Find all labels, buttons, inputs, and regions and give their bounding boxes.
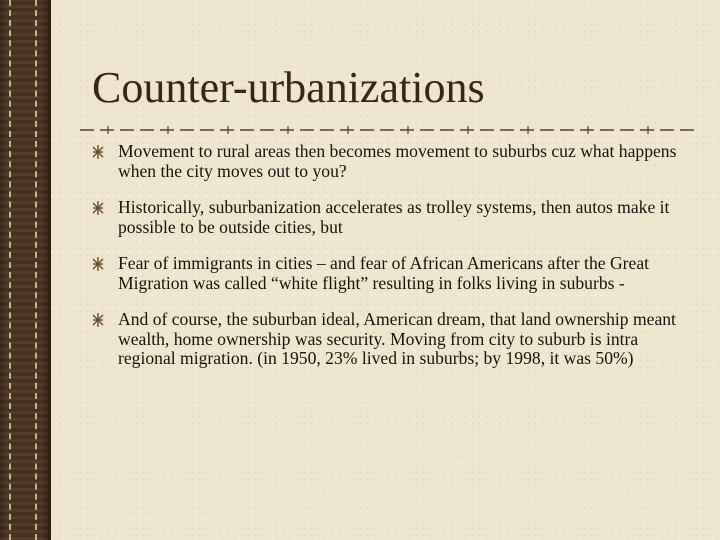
bullet-text: Historically, suburbanization accelerates as trolley systems, then autos make it possible to be outside cities, but xyxy=(118,197,670,237)
stitch-line-outer xyxy=(9,0,11,540)
slide-title: Counter-urbanizations xyxy=(92,63,485,112)
stitch-line-inner xyxy=(35,0,37,540)
bullet-text: Fear of immigrants in cities – and fear of African Americans after the Great Migration was called “white flight” resulting in folks living in suburbs - xyxy=(118,253,650,293)
bullet-item xyxy=(90,310,690,369)
bullet-item xyxy=(90,142,690,181)
cross-stitch-icon xyxy=(91,256,105,270)
bullet-item xyxy=(90,198,690,237)
title-underline xyxy=(80,126,698,134)
bullet-text: And of course, the suburban ideal, American dream, that land ownership meant wealth, home ownership was security. Moving from city to suburb is intra regional migration. (in 1950, 23% lived in suburbs; by 1998, it was 50%) xyxy=(118,309,676,368)
cross-stitch-icon xyxy=(91,144,105,158)
bullet-text: Movement to rural areas then becomes movement to suburbs cuz what happens when the city moves out to you? xyxy=(118,141,677,181)
stitched-left-border xyxy=(0,0,48,540)
bullet-list xyxy=(90,142,690,386)
cross-stitch-icon xyxy=(91,312,105,326)
border-divider xyxy=(48,0,51,540)
cross-stitch-icon xyxy=(91,200,105,214)
bullet-item xyxy=(90,254,690,293)
